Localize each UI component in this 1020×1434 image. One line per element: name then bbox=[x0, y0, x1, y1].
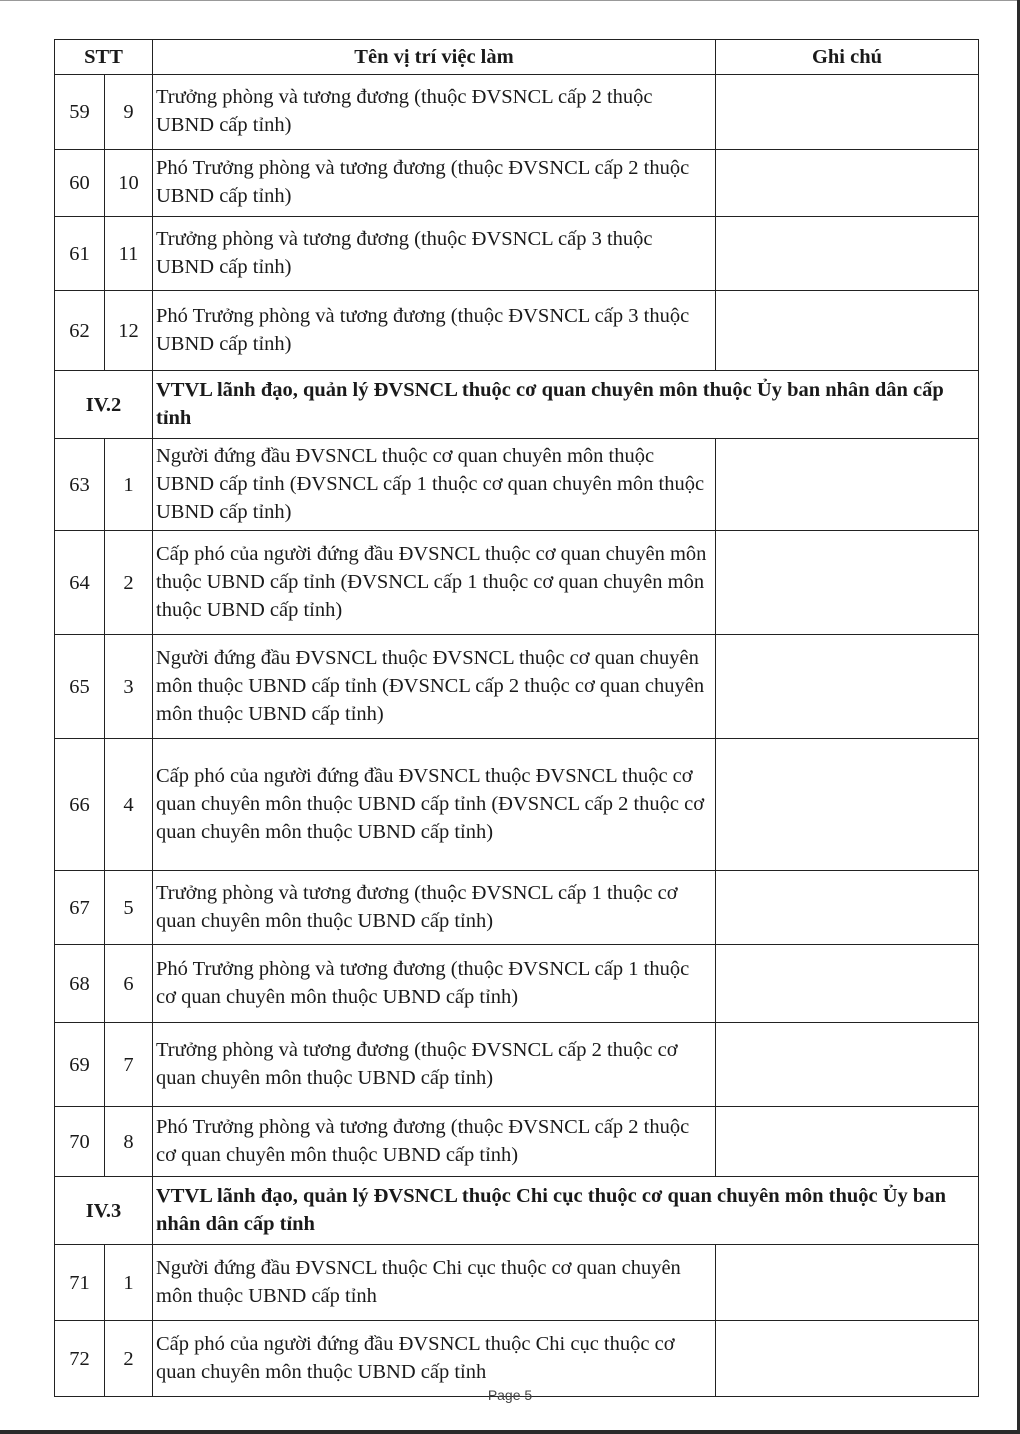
row-stt: 70 bbox=[55, 1107, 105, 1177]
row-position-name: Người đứng đầu ĐVSNCL thuộc ĐVSNCL thuộc cơ quan chuyên môn thuộc UBND cấp tỉnh (ĐVSNCL cấp 2 thuộc cơ quan chuyên môn thuộc UBND cấp tỉnh) bbox=[153, 635, 716, 739]
row-position-name: Phó Trưởng phòng và tương đương (thuộc ĐVSNCL cấp 3 thuộc UBND cấp tỉnh) bbox=[153, 291, 716, 371]
row-sub-index: 3 bbox=[105, 635, 153, 739]
row-note bbox=[716, 1245, 979, 1321]
row-sub-index: 5 bbox=[105, 871, 153, 945]
table-row bbox=[55, 1107, 979, 1177]
row-position-name: Người đứng đầu ĐVSNCL thuộc Chi cục thuộc cơ quan chuyên môn thuộc UBND cấp tỉnh bbox=[153, 1245, 716, 1321]
row-stt: 61 bbox=[55, 217, 105, 291]
row-stt: 72 bbox=[55, 1321, 105, 1397]
row-note bbox=[716, 871, 979, 945]
row-sub-index: 8 bbox=[105, 1107, 153, 1177]
row-stt: 62 bbox=[55, 291, 105, 371]
row-sub-index: 1 bbox=[105, 439, 153, 531]
table-row bbox=[55, 291, 979, 371]
table-row bbox=[55, 1321, 979, 1397]
section-title: VTVL lãnh đạo, quản lý ĐVSNCL thuộc Chi cục thuộc cơ quan chuyên môn thuộc Ủy ban nhân dân cấp tỉnh bbox=[153, 1177, 979, 1245]
row-position-name: Trưởng phòng và tương đương (thuộc ĐVSNCL cấp 3 thuộc UBND cấp tỉnh) bbox=[153, 217, 716, 291]
row-sub-index: 11 bbox=[105, 217, 153, 291]
row-stt: 64 bbox=[55, 531, 105, 635]
row-stt: 71 bbox=[55, 1245, 105, 1321]
row-note bbox=[716, 1107, 979, 1177]
row-position-name: Cấp phó của người đứng đầu ĐVSNCL thuộc ĐVSNCL thuộc cơ quan chuyên môn thuộc UBND cấp tỉnh (ĐVSNCL cấp 2 thuộc cơ quan chuyên môn thuộc UBND cấp tỉnh) bbox=[153, 739, 716, 871]
table-row bbox=[55, 871, 979, 945]
table-row bbox=[55, 531, 979, 635]
row-note bbox=[716, 150, 979, 217]
row-position-name: Cấp phó của người đứng đầu ĐVSNCL thuộc cơ quan chuyên môn thuộc UBND cấp tỉnh (ĐVSNCL cấp 1 thuộc cơ quan chuyên môn thuộc UBND cấp tỉnh) bbox=[153, 531, 716, 635]
row-note bbox=[716, 739, 979, 871]
row-stt: 68 bbox=[55, 945, 105, 1023]
row-sub-index: 12 bbox=[105, 291, 153, 371]
section-row bbox=[55, 371, 979, 439]
row-note bbox=[716, 1321, 979, 1397]
row-position-name: Trưởng phòng và tương đương (thuộc ĐVSNCL cấp 2 thuộc cơ quan chuyên môn thuộc UBND cấp tỉnh) bbox=[153, 1023, 716, 1107]
row-sub-index: 2 bbox=[105, 531, 153, 635]
table-row bbox=[55, 739, 979, 871]
row-sub-index: 6 bbox=[105, 945, 153, 1023]
row-position-name: Trưởng phòng và tương đương (thuộc ĐVSNCL cấp 1 thuộc cơ quan chuyên môn thuộc UBND cấp tỉnh) bbox=[153, 871, 716, 945]
document-sheet bbox=[54, 39, 978, 1397]
scan-edge-bottom bbox=[0, 1430, 1020, 1434]
row-sub-index: 2 bbox=[105, 1321, 153, 1397]
row-note bbox=[716, 439, 979, 531]
section-label: IV.3 bbox=[55, 1177, 153, 1245]
row-sub-index: 4 bbox=[105, 739, 153, 871]
row-position-name: Cấp phó của người đứng đầu ĐVSNCL thuộc Chi cục thuộc cơ quan chuyên môn thuộc UBND cấp tỉnh bbox=[153, 1321, 716, 1397]
header-stt: STT bbox=[55, 40, 153, 75]
row-sub-index: 1 bbox=[105, 1245, 153, 1321]
table-body bbox=[55, 75, 979, 1397]
row-note bbox=[716, 531, 979, 635]
row-sub-index: 10 bbox=[105, 150, 153, 217]
row-sub-index: 7 bbox=[105, 1023, 153, 1107]
row-note bbox=[716, 635, 979, 739]
table-row bbox=[55, 635, 979, 739]
header-name: Tên vị trí việc làm bbox=[153, 40, 716, 75]
table-row bbox=[55, 945, 979, 1023]
table-row bbox=[55, 1023, 979, 1107]
row-note bbox=[716, 291, 979, 371]
header-note: Ghi chú bbox=[716, 40, 979, 75]
row-stt: 69 bbox=[55, 1023, 105, 1107]
row-note bbox=[716, 75, 979, 150]
row-note bbox=[716, 217, 979, 291]
table-header-row bbox=[55, 40, 979, 75]
table-row bbox=[55, 1245, 979, 1321]
row-stt: 59 bbox=[55, 75, 105, 150]
row-stt: 65 bbox=[55, 635, 105, 739]
row-sub-index: 9 bbox=[105, 75, 153, 150]
table-row bbox=[55, 439, 979, 531]
section-label: IV.2 bbox=[55, 371, 153, 439]
row-stt: 66 bbox=[55, 739, 105, 871]
row-note bbox=[716, 945, 979, 1023]
section-row bbox=[55, 1177, 979, 1245]
row-stt: 67 bbox=[55, 871, 105, 945]
row-position-name: Người đứng đầu ĐVSNCL thuộc cơ quan chuyên môn thuộc UBND cấp tỉnh (ĐVSNCL cấp 1 thuộc cơ quan chuyên môn thuộc UBND cấp tỉnh) bbox=[153, 439, 716, 531]
row-note bbox=[716, 1023, 979, 1107]
row-stt: 60 bbox=[55, 150, 105, 217]
row-position-name: Trưởng phòng và tương đương (thuộc ĐVSNCL cấp 2 thuộc UBND cấp tỉnh) bbox=[153, 75, 716, 150]
job-position-table bbox=[54, 39, 979, 1397]
table-row bbox=[55, 150, 979, 217]
section-title: VTVL lãnh đạo, quản lý ĐVSNCL thuộc cơ quan chuyên môn thuộc Ủy ban nhân dân cấp tỉnh bbox=[153, 371, 979, 439]
row-position-name: Phó Trưởng phòng và tương đương (thuộc ĐVSNCL cấp 2 thuộc UBND cấp tỉnh) bbox=[153, 150, 716, 217]
table-row bbox=[55, 75, 979, 150]
row-position-name: Phó Trưởng phòng và tương đương (thuộc ĐVSNCL cấp 1 thuộc cơ quan chuyên môn thuộc UBND cấp tỉnh) bbox=[153, 945, 716, 1023]
page-footer: Page 5 bbox=[487, 1387, 533, 1403]
row-position-name: Phó Trưởng phòng và tương đương (thuộc ĐVSNCL cấp 2 thuộc cơ quan chuyên môn thuộc UBND cấp tỉnh) bbox=[153, 1107, 716, 1177]
scan-edge-top bbox=[0, 0, 1020, 1]
table-row bbox=[55, 217, 979, 291]
row-stt: 63 bbox=[55, 439, 105, 531]
